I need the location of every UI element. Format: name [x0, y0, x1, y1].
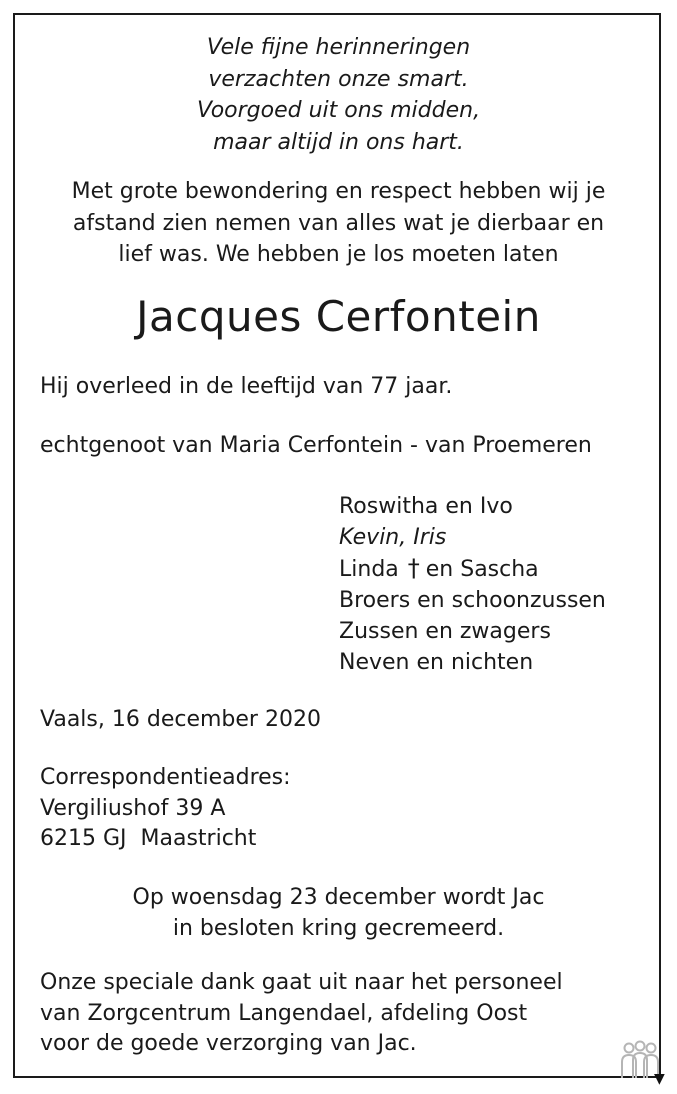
- family-line: Kevin, Iris: [339, 525, 447, 550]
- poem: [0, 32, 677, 158]
- family-name: Linda: [339, 557, 399, 582]
- poem-line: Vele fijne herinneringen: [206, 35, 471, 60]
- poem-line: verzachten onze smart.: [208, 66, 469, 92]
- triangle-down-icon[interactable]: ▼: [654, 1071, 665, 1087]
- family-line: [339, 553, 606, 585]
- intro-text: [0, 176, 677, 271]
- family-line: Roswitha en Ivo: [339, 494, 513, 519]
- family-line: Broers en schoonzussen: [339, 588, 606, 613]
- family-list: [339, 491, 606, 678]
- address-line: Correspondentieadres:: [40, 765, 291, 790]
- cross-icon: †: [407, 554, 420, 582]
- intro-line: afstand zien nemen van alles wat je dierbaar en: [72, 210, 605, 236]
- cremation-line: Op woensdag 23 december wordt Jac: [132, 885, 545, 910]
- family-name: en Sascha: [425, 557, 539, 582]
- thanks-line: voor de goede verzorging van Jac.: [40, 1031, 417, 1056]
- address-line: Vergiliushof 39 A: [40, 795, 226, 821]
- address-line: 6215 GJ Maastricht: [40, 826, 257, 851]
- cremation-notice: [0, 882, 677, 944]
- cremation-line: in besloten kring gecremeerd.: [172, 916, 505, 941]
- deceased-name: Jacques Cerfontein: [136, 292, 541, 341]
- intro-line: Met grote bewondering en respect hebben wij je: [71, 179, 606, 204]
- age-line: Hij overleed in de leeftijd van 77 jaar.: [40, 374, 453, 399]
- poem-line: Voorgoed uit ons midden,: [196, 98, 481, 123]
- spouse-line: echtgenoot van Maria Cerfontein - van Proemeren: [40, 433, 592, 458]
- intro-line: lief was. We hebben je los moeten laten: [118, 242, 559, 267]
- thanks-line: van Zorgcentrum Langendael, afdeling Oost: [40, 1000, 528, 1026]
- thanks-text: [40, 968, 563, 1060]
- family-line: Neven en nichten: [339, 650, 534, 675]
- family-line: Zussen en zwagers: [339, 619, 551, 644]
- place-date: Vaals, 16 december 2020: [40, 707, 321, 732]
- poem-line: maar altijd in ons hart.: [213, 129, 464, 155]
- thanks-line: Onze speciale dank gaat uit naar het personeel: [40, 970, 563, 995]
- correspondence-address: [40, 763, 291, 855]
